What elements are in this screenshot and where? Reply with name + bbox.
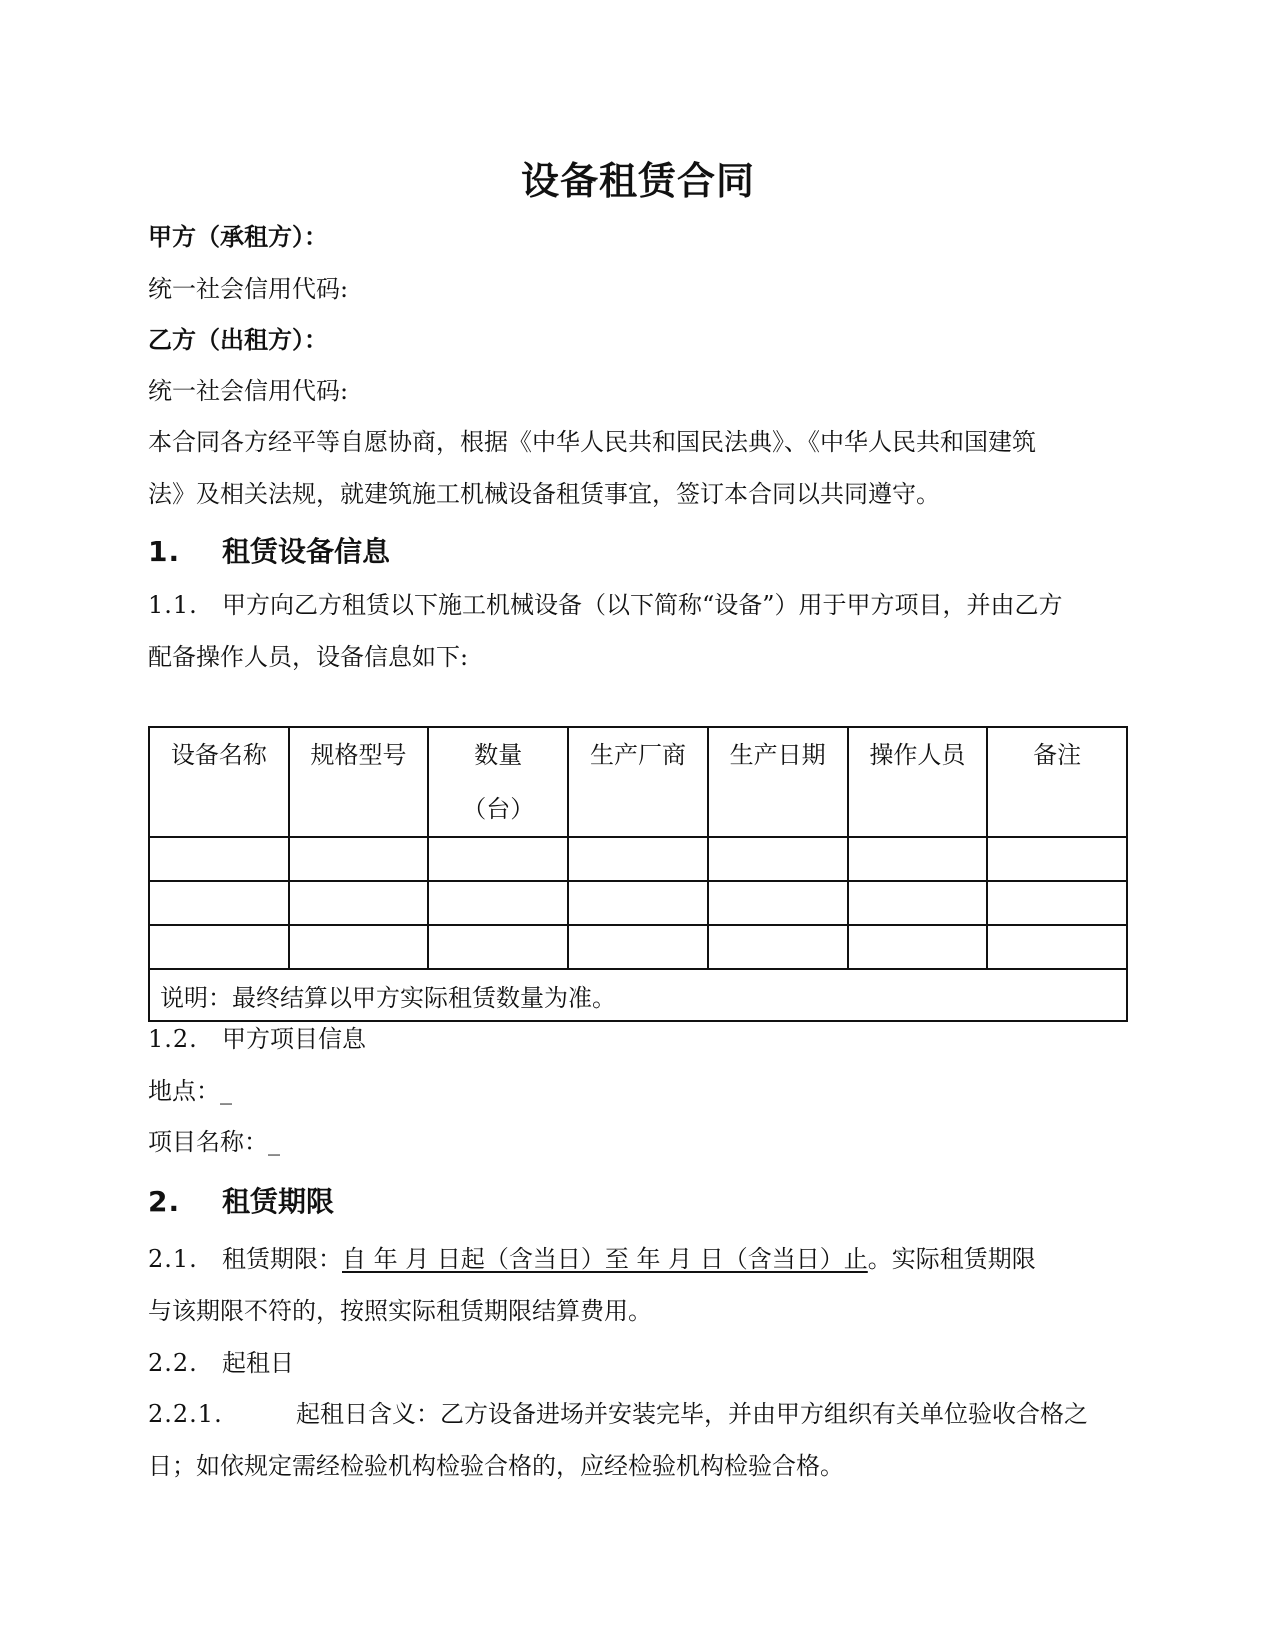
clause-2-1-line-2: 与该期限不符的，按照实际租赁期限结算费用。 [148, 1297, 652, 1325]
project-name-value: _ [268, 1128, 280, 1156]
clause-2-2-1-text: 起租日含义：乙方设备进场并安装完毕，并由甲方组织有关单位验收合格之 [296, 1400, 1088, 1428]
section-1-heading [148, 530, 390, 570]
section-2-heading [148, 1180, 334, 1220]
table-cell[interactable] [708, 837, 848, 881]
table-cell[interactable] [987, 837, 1127, 881]
location-line [148, 1064, 232, 1118]
party-a-label: 甲方（承租方）： [148, 223, 328, 251]
table-cell[interactable] [289, 925, 429, 969]
party-a-code-label: 统一社会信用代码: [148, 275, 349, 303]
section-1-number: 1. [148, 535, 181, 568]
table-note: 说明：最终结算以甲方实际租赁数量为准。 [149, 969, 1127, 1021]
clause-2-1-number: 2.1. [148, 1245, 198, 1273]
intro-line-2: 法》及相关法规，就建筑施工机械设备租赁事宜，签订本合同以共同遵守。 [148, 480, 940, 508]
table-cell[interactable] [428, 837, 568, 881]
clause-2-2-number: 2.2. [148, 1349, 198, 1377]
clause-2-2-text: 起租日 [222, 1349, 294, 1377]
clause-2-1-line-1 [148, 1232, 1036, 1286]
table-cell[interactable] [708, 925, 848, 969]
clause-2-2 [148, 1336, 294, 1390]
table-row [149, 881, 1127, 925]
table-row [149, 837, 1127, 881]
clause-1-2-text: 甲方项目信息 [222, 1025, 366, 1053]
location-value: _ [220, 1077, 232, 1105]
header-equipment-name: 设备名称 [149, 727, 289, 837]
clause-2-1-prefix: 租赁期限： [222, 1245, 342, 1273]
table-cell[interactable] [848, 837, 988, 881]
table-cell[interactable] [987, 925, 1127, 969]
table-cell[interactable] [708, 881, 848, 925]
table-cell[interactable] [568, 925, 708, 969]
table-cell[interactable] [289, 881, 429, 925]
document-title: 设备租赁合同 [520, 159, 755, 203]
table-cell[interactable] [149, 881, 289, 925]
table-cell[interactable] [568, 881, 708, 925]
header-operator: 操作人员 [848, 727, 988, 837]
clause-2-1-suffix: 。实际租赁期限 [867, 1245, 1036, 1273]
header-quantity-unit: （台） [462, 795, 535, 823]
equipment-table [148, 726, 1128, 1022]
table-cell[interactable] [428, 925, 568, 969]
clause-2-2-1-line-2: 日；如依规定需经检验机构检验合格的，应经检验机构检验合格。 [148, 1452, 844, 1480]
lease-period-blank: 自 年 月 日起（含当日）至 年 月 日（含当日）止 [342, 1245, 868, 1273]
header-spec-model: 规格型号 [289, 727, 429, 837]
header-quantity [428, 727, 568, 837]
section-1-title: 租赁设备信息 [222, 535, 391, 568]
section-2-title: 租赁期限 [222, 1185, 335, 1218]
clause-2-2-1-line-1 [148, 1387, 1088, 1441]
clause-1-2 [148, 1012, 366, 1066]
clause-1-1-text: 甲方向乙方租赁以下施工机械设备（以下简称“设备”）用于甲方项目，并由乙方 [222, 591, 1063, 619]
clause-1-1-line-1 [148, 578, 1063, 632]
clause-2-2-1-number: 2.2.1. [148, 1400, 223, 1428]
location-label: 地点： [148, 1077, 220, 1105]
table-cell[interactable] [848, 925, 988, 969]
clause-1-1-number: 1.1. [148, 591, 198, 619]
clause-1-1-line-2: 配备操作人员，设备信息如下: [148, 643, 469, 671]
project-name-label: 项目名称： [148, 1128, 268, 1156]
header-production-date: 生产日期 [708, 727, 848, 837]
table-row [149, 925, 1127, 969]
header-manufacturer: 生产厂商 [568, 727, 708, 837]
table-cell[interactable] [987, 881, 1127, 925]
table-cell[interactable] [149, 925, 289, 969]
table-header-row [149, 727, 1127, 837]
party-b-code-label: 统一社会信用代码: [148, 377, 349, 405]
project-name-line [148, 1115, 280, 1169]
intro-line-1: 本合同各方经平等自愿协商，根据《中华人民共和国民法典》、《中华人民共和国建筑 [148, 428, 1036, 456]
table-cell[interactable] [568, 837, 708, 881]
table-cell[interactable] [428, 881, 568, 925]
header-quantity-label: 数量 [474, 741, 523, 769]
clause-1-2-number: 1.2. [148, 1025, 198, 1053]
table-cell[interactable] [149, 837, 289, 881]
table-cell[interactable] [289, 837, 429, 881]
party-b-label: 乙方（出租方）： [148, 326, 328, 354]
section-2-number: 2. [148, 1185, 181, 1218]
table-cell[interactable] [848, 881, 988, 925]
header-remarks: 备注 [987, 727, 1127, 837]
